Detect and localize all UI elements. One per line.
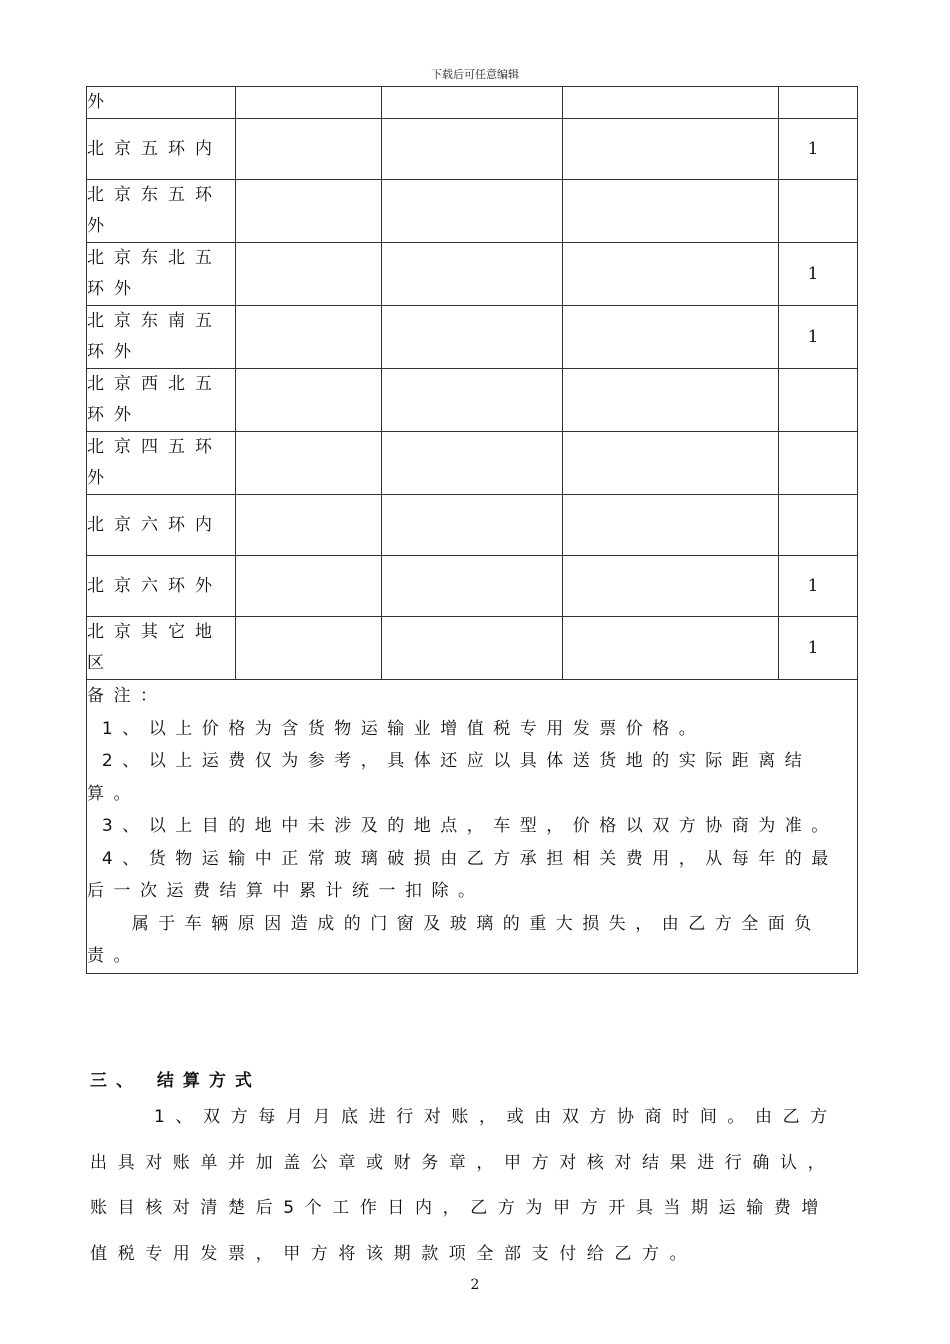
area-cell: 北京五环内 [87,119,236,180]
table-row [87,306,858,369]
header-note: 下载后可任意编辑 [431,68,519,81]
paragraph-line: 1、双方每月月底进行对账，或由双方协商时间。由乙方 [90,1107,838,1127]
table-cell [236,180,382,243]
table-cell [563,180,779,243]
count-cell: 1 [779,306,858,369]
count-cell [779,432,858,495]
table-cell [236,556,382,617]
page-number: 2 [470,1277,480,1293]
table-cell [382,180,563,243]
area-cell: 北京东五环外 [87,180,236,243]
note-item: 属于车辆原因造成的门窗及玻璃的重大损失，由乙方全面负责。 [87,913,821,966]
area-cell: 北京西北五环外 [87,369,236,432]
note-item: 2、以上运费仅为参考，具体还应以具体送货地的实际距离结算。 [87,751,812,804]
table-cell [563,369,779,432]
notes-cell [87,680,858,974]
notes-title: 备注： [87,686,167,706]
section-title: 三、 结算方式 [90,1071,261,1091]
area-cell: 北京六环外 [87,556,236,617]
table-cell [563,87,779,119]
paragraph-line: 账目核对清楚后5个工作日内，乙方为甲方开具当期运输费增 [90,1198,830,1218]
count-cell: 1 [779,243,858,306]
area-cell: 北京东北五环外 [87,243,236,306]
count-cell [779,87,858,119]
table-cell [236,369,382,432]
table-row [87,369,858,432]
table-cell [236,119,382,180]
table-cell [563,556,779,617]
table-cell [382,369,563,432]
settlement-paragraph [90,1095,880,1277]
table-cell [236,306,382,369]
area-cell: 北京四五环外 [87,432,236,495]
table-row [87,243,858,306]
table-row [87,556,858,617]
count-cell [779,180,858,243]
table-cell [382,617,563,680]
area-cell: 北京其它地区 [87,617,236,680]
table-cell [563,432,779,495]
table-row [87,495,858,556]
note-item: 1、以上价格为含货物运输业增值税专用发票价格。 [87,718,706,739]
table-cell [382,556,563,617]
freight-rate-table [86,86,858,974]
table-cell [382,432,563,495]
count-cell: 1 [779,556,858,617]
note-item: 3、以上目的地中未涉及的地点，车型，价格以双方协商为准。 [87,816,838,836]
table-cell [236,87,382,119]
table-row [87,432,858,495]
table-cell [382,243,563,306]
count-cell: 1 [779,119,858,180]
area-cell: 外 [87,87,236,119]
note-item: 4、货物运输中正常玻璃破损由乙方承担相关费用，从每年的最后一次运费结算中累计统一扣除。 [87,848,838,901]
table-cell [563,495,779,556]
table-cell [382,119,563,180]
table-cell [236,495,382,556]
area-cell: 北京东南五环外 [87,306,236,369]
table-cell [563,119,779,180]
table-cell [563,243,779,306]
count-cell [779,369,858,432]
table-cell [563,617,779,680]
paragraph-line: 出具对账单并加盖公章或财务章，甲方对核对结果进行确认， [90,1152,836,1173]
paragraph-line: 值税专用发票，甲方将该期款项全部支付给乙方。 [90,1243,698,1264]
count-cell: 1 [779,617,858,680]
table-cell [382,87,563,119]
table-row [87,119,858,180]
count-cell [779,495,858,556]
area-cell: 北京六环内 [87,495,236,556]
table-cell [382,495,563,556]
table-row [87,180,858,243]
table-cell [236,617,382,680]
table-row [87,617,858,680]
table-cell [236,243,382,306]
table-cell [563,306,779,369]
table-cell [236,432,382,495]
table-row [87,87,858,119]
notes-row [87,680,858,974]
table-cell [382,306,563,369]
